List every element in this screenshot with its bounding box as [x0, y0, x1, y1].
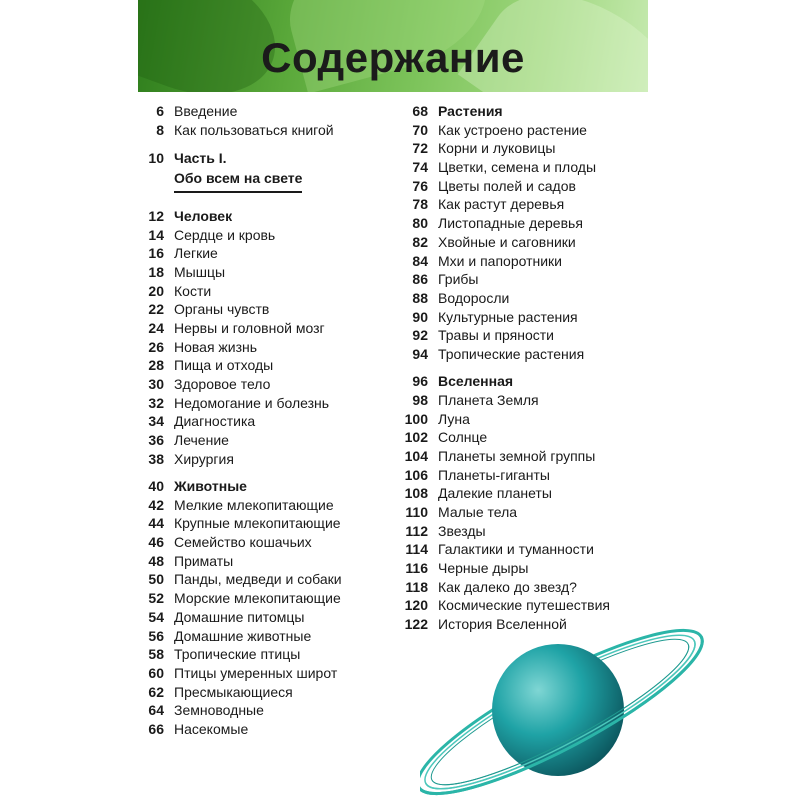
- page-number: 60: [148, 664, 164, 681]
- toc-entry[interactable]: [384, 139, 644, 158]
- page-number: 68: [412, 103, 428, 119]
- entry-title: Лечение: [174, 432, 229, 449]
- page-number: 42: [148, 496, 164, 513]
- page-number: 94: [412, 345, 428, 362]
- entry-title: Хирургия: [174, 450, 234, 467]
- page-number: 18: [148, 263, 164, 280]
- toc-entry[interactable]: [384, 195, 644, 214]
- entry-title: Тропические растения: [438, 345, 585, 362]
- toc-entry[interactable]: [124, 102, 374, 121]
- page-number: 88: [412, 289, 428, 306]
- page-number: 82: [412, 233, 428, 250]
- toc-entry[interactable]: [124, 683, 374, 702]
- entry-title: Панды, медведи и собаки: [174, 571, 342, 588]
- toc-entry[interactable]: [384, 410, 644, 429]
- entry-title: Хвойные и саговники: [438, 233, 576, 250]
- entry-title: Тропические птицы: [174, 646, 301, 663]
- toc-entry[interactable]: [384, 158, 644, 177]
- page-number: 50: [148, 571, 164, 588]
- entry-title: Как устроено растение: [438, 121, 587, 138]
- toc-entry[interactable]: [124, 552, 374, 571]
- toc-entry[interactable]: [384, 308, 644, 327]
- entry-title: Черные дыры: [438, 560, 529, 576]
- toc-entry[interactable]: [124, 394, 374, 413]
- entry-title: Корни и луковицы: [438, 140, 556, 157]
- page-number: 92: [412, 327, 428, 344]
- page-number: 120: [404, 597, 428, 614]
- entry-title: Здоровое тело: [174, 376, 271, 393]
- toc-entry[interactable]: [124, 244, 374, 263]
- entry-title: Сердце и кровь: [174, 226, 276, 243]
- toc-entry[interactable]: [124, 533, 374, 552]
- page-number: 114: [405, 541, 428, 558]
- page-number: 56: [148, 627, 164, 644]
- page-number: 90: [412, 308, 428, 325]
- entry-title: История Вселенной: [438, 616, 567, 633]
- page-number: 100: [404, 410, 428, 427]
- page-number: 80: [412, 215, 428, 232]
- entry-title: Насекомые: [174, 720, 249, 737]
- page-number: 98: [412, 391, 428, 408]
- entry-title: Диагностика: [174, 413, 256, 430]
- entry-title: Как пользоваться книгой: [174, 121, 334, 138]
- entry-title: Планета Земля: [438, 391, 539, 408]
- entry-title: Нервы и головной мозг: [174, 320, 325, 336]
- page-number: 96: [412, 373, 428, 390]
- part-title-line-2: Обо всем на свете: [174, 169, 303, 186]
- toc-left-column: [124, 102, 374, 739]
- ringed-planet-icon: [420, 600, 720, 800]
- page-number: 34: [148, 413, 164, 430]
- toc-entry[interactable]: [124, 645, 374, 664]
- page-number: 28: [148, 357, 164, 374]
- toc-entry[interactable]: [384, 214, 644, 233]
- page-number: 22: [148, 301, 164, 318]
- page-title: Содержание: [261, 34, 525, 81]
- intro-list: [124, 102, 374, 139]
- entry-title: Цветы полей и садов: [438, 177, 576, 194]
- page-number: 12: [148, 207, 164, 224]
- entry-title: Приматы: [174, 552, 234, 569]
- section-title: Человек: [174, 207, 233, 224]
- page-number: 26: [148, 338, 164, 355]
- toc-entry[interactable]: [124, 589, 374, 608]
- page-number: 40: [148, 478, 164, 494]
- toc-entry[interactable]: [124, 356, 374, 375]
- section-title: Животные: [174, 478, 247, 494]
- entry-title: Мхи и папоротники: [438, 252, 562, 269]
- entry-title: Планеты-гиганты: [438, 466, 550, 483]
- part-title-line-1: Часть I.: [174, 149, 227, 166]
- page-number: 76: [412, 177, 428, 194]
- page-number: 48: [148, 552, 164, 569]
- section-title: Вселенная: [438, 373, 514, 390]
- toc-entry[interactable]: [384, 252, 644, 271]
- page-number: 44: [148, 515, 164, 532]
- part-title: [174, 148, 302, 193]
- entry-title: Земноводные: [174, 702, 264, 719]
- page-number: 104: [404, 447, 428, 464]
- toc-entry[interactable]: [124, 338, 374, 357]
- entry-title: Крупные млекопитающие: [174, 515, 341, 532]
- entry-title: Солнце: [438, 429, 488, 446]
- page-number: 112: [405, 522, 428, 539]
- toc-entry[interactable]: [124, 664, 374, 683]
- toc-entry[interactable]: [384, 233, 644, 252]
- entry-title: Травы и пряности: [438, 327, 554, 344]
- entry-title: Планеты земной группы: [438, 447, 596, 464]
- toc-entry[interactable]: [124, 263, 374, 282]
- entry-title: Звезды: [438, 522, 486, 539]
- section-heading[interactable]: [384, 102, 644, 121]
- page-number: 52: [148, 590, 164, 607]
- toc-right-column: [384, 102, 644, 634]
- toc-entry[interactable]: [124, 226, 374, 245]
- toc-entry[interactable]: [124, 319, 374, 338]
- entry-title: Семейство кошачьих: [174, 534, 312, 551]
- toc-entry[interactable]: [384, 484, 644, 503]
- entry-title: Недомогание и болезнь: [174, 394, 330, 411]
- entry-title: Мелкие млекопитающие: [174, 496, 334, 513]
- toc-entry[interactable]: [124, 375, 374, 394]
- page-number: 70: [412, 121, 428, 138]
- toc-entry[interactable]: [384, 447, 644, 466]
- toc-entry[interactable]: [384, 578, 644, 597]
- header-banner: [138, 0, 648, 92]
- entry-title: Легкие: [174, 245, 218, 262]
- entry-title: Цветки, семена и плоды: [438, 159, 597, 176]
- entry-title: Грибы: [438, 271, 479, 288]
- section-title: Растения: [438, 103, 503, 119]
- toc-entry[interactable]: [384, 428, 644, 447]
- entry-title: Космические путешествия: [438, 597, 610, 614]
- page-number: 72: [412, 140, 428, 157]
- toc-entry[interactable]: [124, 450, 374, 469]
- entry-title: Морские млекопитающие: [174, 590, 341, 607]
- toc-entry[interactable]: [384, 121, 644, 140]
- entry-title: Мышцы: [174, 263, 226, 280]
- toc-entry[interactable]: [384, 391, 644, 410]
- entry-title: Птицы умеренных широт: [174, 664, 338, 681]
- entry-title: Луна: [438, 410, 470, 427]
- toc-entry[interactable]: [124, 701, 374, 720]
- page-number: 54: [148, 608, 164, 625]
- entry-title: Органы чувств: [174, 301, 270, 318]
- page-number: 110: [405, 503, 428, 520]
- entry-title: Водоросли: [438, 289, 510, 306]
- page-number: 14: [148, 226, 164, 243]
- toc-entry[interactable]: [124, 608, 374, 627]
- entry-title: Новая жизнь: [174, 338, 258, 355]
- toc-entry[interactable]: [124, 121, 374, 140]
- toc-entry[interactable]: [384, 345, 644, 364]
- toc-entry[interactable]: [124, 627, 374, 646]
- page-number: 20: [148, 282, 164, 299]
- page-number: 16: [148, 245, 164, 262]
- page-number: 10: [148, 149, 164, 166]
- page-number: 32: [148, 394, 164, 411]
- toc-entry[interactable]: [124, 514, 374, 533]
- part-heading[interactable]: [124, 148, 374, 193]
- page-number: 84: [412, 252, 428, 269]
- page-number: 106: [404, 466, 428, 483]
- toc-entry[interactable]: [384, 540, 644, 559]
- page-number: 78: [412, 196, 428, 213]
- right-sections: [384, 102, 644, 634]
- page-number: 24: [148, 320, 164, 336]
- toc-entry[interactable]: [384, 466, 644, 485]
- page-number: 46: [148, 534, 164, 551]
- section-heading[interactable]: [124, 477, 374, 496]
- page-number: 118: [405, 578, 428, 595]
- entry-title: Малые тела: [438, 503, 518, 520]
- toc-entry[interactable]: [124, 720, 374, 739]
- entry-title: Домашние питомцы: [174, 608, 305, 625]
- section-heading[interactable]: [384, 372, 644, 391]
- page-number: 108: [404, 485, 428, 502]
- toc-entry[interactable]: [124, 282, 374, 301]
- page-number: 64: [148, 702, 164, 719]
- toc-entry[interactable]: [384, 326, 644, 345]
- page-number: 58: [148, 646, 164, 663]
- entry-title: Введение: [174, 103, 238, 119]
- entry-title: Пресмыкающиеся: [174, 683, 293, 700]
- toc-entry[interactable]: [124, 496, 374, 515]
- entry-title: Домашние животные: [174, 627, 312, 644]
- page-number: 38: [148, 450, 164, 467]
- section-heading[interactable]: [124, 207, 374, 226]
- page-number: 122: [404, 616, 428, 633]
- toc-entry[interactable]: [384, 289, 644, 308]
- entry-title: Культурные растения: [438, 308, 578, 325]
- page-number: 8: [156, 121, 164, 138]
- entry-title: Пища и отходы: [174, 357, 274, 374]
- entry-title: Далекие планеты: [438, 485, 552, 502]
- page-number: 86: [412, 271, 428, 288]
- page-number: 6: [156, 103, 164, 119]
- toc-entry[interactable]: [384, 177, 644, 196]
- left-sections: [124, 207, 374, 739]
- page-number: 74: [412, 159, 428, 176]
- toc-entry[interactable]: [384, 503, 644, 522]
- toc-entry[interactable]: [124, 412, 374, 431]
- entry-title: Галактики и туманности: [438, 541, 594, 558]
- page-number: 62: [148, 683, 164, 700]
- toc-entry[interactable]: [124, 570, 374, 589]
- entry-title: Кости: [174, 282, 212, 299]
- toc-entry[interactable]: [124, 300, 374, 319]
- entry-title: Как далеко до звезд?: [438, 578, 577, 595]
- page-number: 66: [148, 720, 164, 737]
- toc-entry[interactable]: [384, 522, 644, 541]
- page-number: 30: [148, 376, 164, 393]
- entry-title: Как растут деревья: [438, 196, 565, 213]
- page-number: 36: [148, 432, 164, 449]
- toc-entry[interactable]: [384, 559, 644, 578]
- page-number: 116: [405, 560, 428, 576]
- page-number: 102: [404, 429, 428, 446]
- toc-entry[interactable]: [124, 431, 374, 450]
- toc-entry[interactable]: [384, 270, 644, 289]
- entry-title: Листопадные деревья: [438, 215, 583, 232]
